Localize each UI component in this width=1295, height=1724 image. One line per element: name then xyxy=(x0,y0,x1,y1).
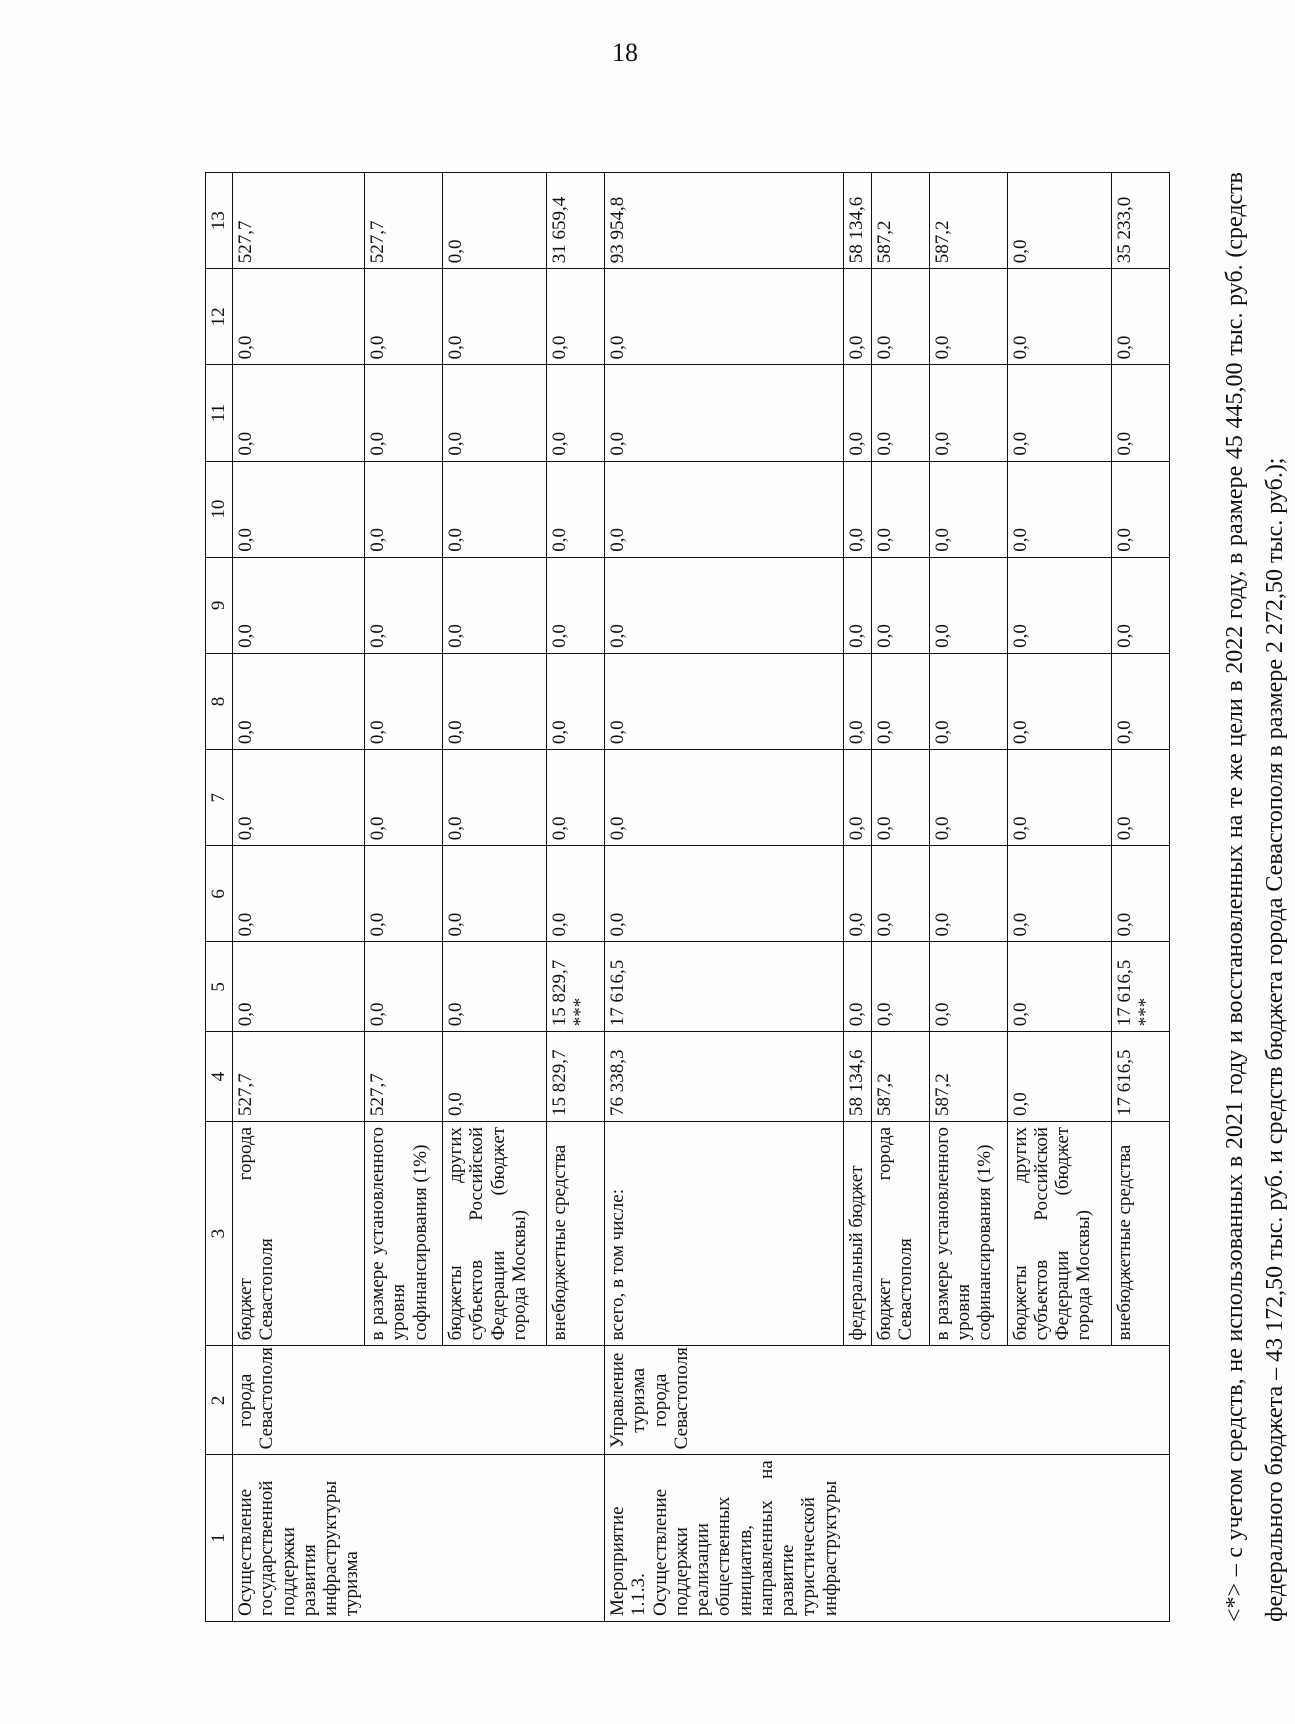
table-row xyxy=(233,173,365,1622)
value-cell-col-10: 0,0 xyxy=(233,461,365,557)
activity-cell xyxy=(443,1455,547,1622)
value-cell-col-12: 0,0 xyxy=(233,269,365,365)
value-cell-col-10: 0,0 xyxy=(365,461,443,557)
value-cell-col-11: 0,0 xyxy=(443,365,547,461)
value-cell-col-7: 0,0 xyxy=(605,750,843,846)
table-row xyxy=(929,173,1007,1622)
page-number: 18 xyxy=(612,38,638,67)
funding-source-cell: внебюджетные средства xyxy=(1111,1121,1169,1345)
value-cell-col-8: 0,0 xyxy=(871,653,929,749)
funding-source-cell: федеральный бюджет xyxy=(843,1121,871,1345)
value-cell-col-4: 0,0 xyxy=(1007,1032,1111,1122)
value-cell-col-11: 0,0 xyxy=(871,365,929,461)
value-cell-col-5: 17 616,5 *** xyxy=(1111,942,1169,1032)
value-cell-col-12: 0,0 xyxy=(443,269,547,365)
executor-cell xyxy=(365,1346,443,1455)
value-cell-col-10: 0,0 xyxy=(1007,461,1111,557)
value-cell-col-4: 76 338,3 xyxy=(605,1032,843,1122)
value-cell-col-5: 15 829,7 *** xyxy=(547,942,605,1032)
value-cell-col-13: 587,2 xyxy=(929,173,1007,269)
value-cell-col-9: 0,0 xyxy=(843,557,871,653)
value-cell-col-6: 0,0 xyxy=(547,846,605,942)
value-cell-col-10: 0,0 xyxy=(929,461,1007,557)
column-header-1: 1 xyxy=(206,1455,233,1622)
value-cell-col-6: 0,0 xyxy=(605,846,843,942)
table-row xyxy=(605,173,843,1622)
value-cell-col-5: 0,0 xyxy=(443,942,547,1032)
activity-cell xyxy=(1007,1455,1111,1622)
funding-source-cell: бюджеты других субъектов Российской Федерации (бюджет города Москвы) xyxy=(443,1121,547,1345)
value-cell-col-7: 0,0 xyxy=(443,750,547,846)
funding-source-cell: бюджет города Севастополя xyxy=(233,1121,365,1345)
value-cell-col-9: 0,0 xyxy=(443,557,547,653)
value-cell-col-12: 0,0 xyxy=(1111,269,1169,365)
column-header-9: 9 xyxy=(206,557,233,653)
value-cell-col-6: 0,0 xyxy=(871,846,929,942)
value-cell-col-10: 0,0 xyxy=(605,461,843,557)
activity-cell xyxy=(547,1455,605,1622)
value-cell-col-11: 0,0 xyxy=(233,365,365,461)
value-cell-col-8: 0,0 xyxy=(929,653,1007,749)
table-header-row xyxy=(206,173,233,1622)
value-cell-col-7: 0,0 xyxy=(547,750,605,846)
value-cell-col-7: 0,0 xyxy=(929,750,1007,846)
value-cell-col-6: 0,0 xyxy=(443,846,547,942)
value-cell-col-9: 0,0 xyxy=(605,557,843,653)
activity-cell xyxy=(843,1455,871,1622)
value-cell-col-8: 0,0 xyxy=(233,653,365,749)
value-cell-col-13: 31 659,4 xyxy=(547,173,605,269)
value-cell-col-7: 0,0 xyxy=(843,750,871,846)
value-cell-col-4: 527,7 xyxy=(233,1032,365,1122)
executor-cell xyxy=(1007,1346,1111,1455)
value-cell-col-9: 0,0 xyxy=(1111,557,1169,653)
value-cell-col-13: 527,7 xyxy=(233,173,365,269)
value-cell-col-8: 0,0 xyxy=(443,653,547,749)
value-cell-col-5: 0,0 xyxy=(929,942,1007,1032)
value-cell-col-11: 0,0 xyxy=(843,365,871,461)
value-cell-col-8: 0,0 xyxy=(365,653,443,749)
activity-cell xyxy=(365,1455,443,1622)
column-header-10: 10 xyxy=(206,461,233,557)
activity-cell xyxy=(1111,1455,1169,1622)
column-header-3: 3 xyxy=(206,1121,233,1345)
value-cell-col-7: 0,0 xyxy=(871,750,929,846)
value-cell-col-6: 0,0 xyxy=(233,846,365,942)
executor-cell xyxy=(929,1346,1007,1455)
value-cell-col-5: 0,0 xyxy=(365,942,443,1032)
value-cell-col-7: 0,0 xyxy=(233,750,365,846)
value-cell-col-12: 0,0 xyxy=(547,269,605,365)
funding-table xyxy=(205,172,1170,1622)
value-cell-col-11: 0,0 xyxy=(1007,365,1111,461)
footnote: <*> – с учетом средств, не использованных в 2021 году и восстановленных на те же цели в 2022 году, в размере 45 445,00 тыс. руб. (средств федерального бюджета – 43 172,50 тыс. руб. и средств бюджета города Севастополя в размере 2 272,50 тыс. руб.); xyxy=(1222,172,1288,1622)
value-cell-col-13: 35 233,0 xyxy=(1111,173,1169,269)
value-cell-col-13: 527,7 xyxy=(365,173,443,269)
value-cell-col-7: 0,0 xyxy=(1007,750,1111,846)
value-cell-col-4: 17 616,5 xyxy=(1111,1032,1169,1122)
column-header-6: 6 xyxy=(206,846,233,942)
table-row xyxy=(871,173,929,1622)
value-cell-col-6: 0,0 xyxy=(1007,846,1111,942)
column-header-5: 5 xyxy=(206,942,233,1032)
value-cell-col-11: 0,0 xyxy=(605,365,843,461)
value-cell-col-13: 93 954,8 xyxy=(605,173,843,269)
activity-cell: Мероприятие 1.1.3. Осуществление поддержки реализации общественных инициатив, направленных на развитие туристической инфраструктуры xyxy=(605,1455,843,1622)
column-header-13: 13 xyxy=(206,173,233,269)
executor-cell xyxy=(843,1346,871,1455)
value-cell-col-13: 0,0 xyxy=(443,173,547,269)
value-cell-col-5: 0,0 xyxy=(843,942,871,1032)
funding-source-cell: в размере установленного уровня софинансирования (1%) xyxy=(365,1121,443,1345)
value-cell-col-4: 0,0 xyxy=(443,1032,547,1122)
value-cell-col-10: 0,0 xyxy=(547,461,605,557)
value-cell-col-4: 527,7 xyxy=(365,1032,443,1122)
column-header-4: 4 xyxy=(206,1032,233,1122)
value-cell-col-13: 0,0 xyxy=(1007,173,1111,269)
value-cell-col-12: 0,0 xyxy=(365,269,443,365)
value-cell-col-9: 0,0 xyxy=(1007,557,1111,653)
value-cell-col-8: 0,0 xyxy=(1111,653,1169,749)
column-header-8: 8 xyxy=(206,653,233,749)
value-cell-col-6: 0,0 xyxy=(843,846,871,942)
value-cell-col-9: 0,0 xyxy=(365,557,443,653)
table-row xyxy=(547,173,605,1622)
funding-source-cell: бюджет города Севастополя xyxy=(871,1121,929,1345)
column-header-12: 12 xyxy=(206,269,233,365)
value-cell-col-12: 0,0 xyxy=(843,269,871,365)
activity-cell: Осуществление государственной поддержки развития инфраструктуры туризма xyxy=(233,1455,365,1622)
value-cell-col-12: 0,0 xyxy=(1007,269,1111,365)
value-cell-col-4: 15 829,7 xyxy=(547,1032,605,1122)
value-cell-col-5: 0,0 xyxy=(1007,942,1111,1032)
value-cell-col-4: 58 134,6 xyxy=(843,1032,871,1122)
funding-source-cell: бюджеты других субъектов Российской Федерации (бюджет города Москвы) xyxy=(1007,1121,1111,1345)
value-cell-col-4: 587,2 xyxy=(929,1032,1007,1122)
value-cell-col-11: 0,0 xyxy=(547,365,605,461)
value-cell-col-7: 0,0 xyxy=(365,750,443,846)
value-cell-col-9: 0,0 xyxy=(233,557,365,653)
value-cell-col-10: 0,0 xyxy=(871,461,929,557)
funding-source-cell: в размере установленного уровня софинансирования (1%) xyxy=(929,1121,1007,1345)
value-cell-col-5: 0,0 xyxy=(871,942,929,1032)
value-cell-col-9: 0,0 xyxy=(871,557,929,653)
value-cell-col-11: 0,0 xyxy=(365,365,443,461)
executor-cell: Управление туризма города Севастополя xyxy=(605,1346,843,1455)
value-cell-col-8: 0,0 xyxy=(547,653,605,749)
executor-cell xyxy=(547,1346,605,1455)
activity-cell xyxy=(871,1455,929,1622)
value-cell-col-9: 0,0 xyxy=(929,557,1007,653)
rotated-page-content xyxy=(205,172,1288,1622)
value-cell-col-6: 0,0 xyxy=(365,846,443,942)
value-cell-col-6: 0,0 xyxy=(929,846,1007,942)
value-cell-col-9: 0,0 xyxy=(547,557,605,653)
value-cell-col-13: 587,2 xyxy=(871,173,929,269)
value-cell-col-11: 0,0 xyxy=(929,365,1007,461)
value-cell-col-12: 0,0 xyxy=(929,269,1007,365)
value-cell-col-12: 0,0 xyxy=(605,269,843,365)
value-cell-col-6: 0,0 xyxy=(1111,846,1169,942)
table-row xyxy=(443,173,547,1622)
value-cell-col-5: 17 616,5 xyxy=(605,942,843,1032)
funding-source-cell: внебюджетные средства xyxy=(547,1121,605,1345)
table-row xyxy=(365,173,443,1622)
value-cell-col-10: 0,0 xyxy=(443,461,547,557)
value-cell-col-10: 0,0 xyxy=(843,461,871,557)
column-header-11: 11 xyxy=(206,365,233,461)
table-row xyxy=(1007,173,1111,1622)
table-row xyxy=(843,173,871,1622)
funding-source-cell: всего, в том числе: xyxy=(605,1121,843,1345)
executor-cell: города Севастополя xyxy=(233,1346,365,1455)
value-cell-col-5: 0,0 xyxy=(233,942,365,1032)
value-cell-col-10: 0,0 xyxy=(1111,461,1169,557)
executor-cell xyxy=(871,1346,929,1455)
activity-cell xyxy=(929,1455,1007,1622)
executor-cell xyxy=(443,1346,547,1455)
value-cell-col-8: 0,0 xyxy=(1007,653,1111,749)
value-cell-col-7: 0,0 xyxy=(1111,750,1169,846)
value-cell-col-4: 587,2 xyxy=(871,1032,929,1122)
value-cell-col-12: 0,0 xyxy=(871,269,929,365)
executor-cell xyxy=(1111,1346,1169,1455)
table-row xyxy=(1111,173,1169,1622)
value-cell-col-11: 0,0 xyxy=(1111,365,1169,461)
column-header-2: 2 xyxy=(206,1346,233,1455)
value-cell-col-8: 0,0 xyxy=(843,653,871,749)
value-cell-col-13: 58 134,6 xyxy=(843,173,871,269)
value-cell-col-8: 0,0 xyxy=(605,653,843,749)
column-header-7: 7 xyxy=(206,750,233,846)
